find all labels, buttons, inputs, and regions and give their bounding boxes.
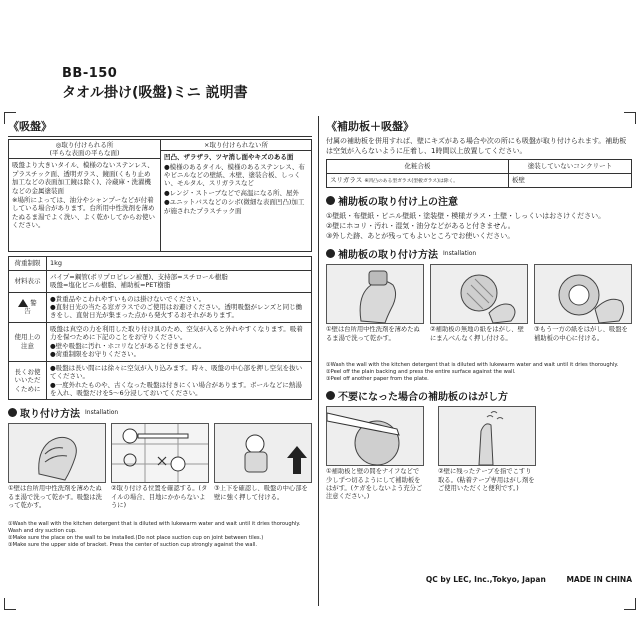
spec-label: 長くお使いいただくために [9,361,47,400]
removal-caption: ①補助板と壁の間をナイフなどで少しずつ切るようにして補助板をはがす。(ケガをしないよう充分ご注意ください。) [326,468,423,500]
plate-install-title: 補助板の取り付け方法 [338,250,438,262]
install-step-caption: ①壁は台所用中性洗剤を薄めたぬるま湯で洗って乾かす。吸盤は洗って乾かす。 [8,485,102,509]
table-header-cell: 化粧合板 [327,160,509,173]
removal-step-1 [326,406,424,506]
install-step-caption: ③上下を確認し、吸盤の中心部を壁に強く押して付ける。 [214,485,308,501]
english-note: ②Peel off the plain backing and press the entire surface against the wall. [326,369,516,376]
table-cell: スリガラス ※凹凸のある型ガラス(型板ガラス)は除く。 [327,173,509,187]
assist-plate-section-title: 《補助板＋吸盤》 [326,120,414,133]
plate-install-title-en: Installation [443,250,477,258]
table-row [9,361,312,400]
install-step-caption: ②取り付ける位置を確認する。(タイルの場合、目地にかからないように) [111,485,208,509]
unsuitable-text: ●レンジ・ストーブなどで高温になる所、屋外 [164,188,300,197]
wash-wall-illustration [326,264,424,324]
warning-icon [18,299,28,307]
frame-corner [4,598,16,610]
plate-install-heading [326,246,632,261]
spec-value: パイプ=鋼管(ポリプロピレン被覆)、支持部=スチロール樹脂 吸盤=塩化ビニル樹脂、補助板=PET樹脂 [47,270,312,292]
section-rule [8,136,312,137]
spec-value: 吸盤は真空の力を利用した取り付け具のため、空気が入ると外れやすくなります。吸着力を保つために下記のことをお守りください。 ●壁や吸盤に汚れ・ホコリなどがあると付きません。 ●荷重制限をお守りください。 [47,322,312,361]
spec-value: 1kg [47,257,312,270]
install-step-3 [214,423,312,519]
assist-plate-intro: 付属の補助板を併用すれば、壁にキズがある場合や次の所にも吸盤が取り付けられます。補助板は空気が入らないように圧着し、1時間以上放置してください。 [326,137,627,156]
press-plate-illustration [430,264,528,324]
install-heading [8,405,312,420]
knife-peel-illustration [326,406,424,466]
install-title: 取り付け方法 [20,409,80,421]
install-step-1 [8,423,106,519]
spec-value: ●貴重品やこわれやすいものは掛けないでください。 ●直射日光の当たる窓ガラスでのご使用はお避けください。透明吸盤がレンズと同じ働きをし、直射日光が集まった点から発火するおそれがあります。 [47,292,312,322]
install-steps [8,423,312,519]
suitability-table [8,139,312,252]
table-row [9,270,312,292]
english-note: ①Wash the wall with the kitchen detergent that is diluted with lukewarm water and wait until it dries thoroughly. Wash and dry suction cup. [8,521,301,535]
caution-title: 補助板の取り付け上の注意 [338,196,458,208]
plate-install-step-2 [430,264,528,360]
english-note: ③Peel off another paper from the plate. [326,376,429,383]
caution-heading [326,193,632,208]
instruction-sheet [4,50,636,610]
caution-list [326,211,632,241]
company-name: QC by LEC, Inc.,Tokyo, Japan [425,575,546,584]
table-row [327,173,632,187]
bullet-icon [326,249,335,258]
plate-surface-table [326,159,632,188]
spec-label: 使用上の注意 [9,322,47,361]
table-row [327,160,632,173]
table-row [9,322,312,361]
caution-item: ①壁紙・布壁紙・ビニル壁紙・塗装壁・模様ガラス・土壁・しっくいはおさけください。 [326,211,606,220]
plate-install-step-1 [326,264,424,360]
spec-label: 荷重制限 [9,257,47,270]
plate-install-caption: ①壁は台所用中性洗剤を薄めたぬるま湯で洗って乾かす。 [326,326,420,342]
spec-table [8,256,312,400]
unsuitable-text: ●ユニットバスなどのシボ(微細な表面凹凸)加工が施されたプラスチック面 [164,198,305,215]
table-row [9,257,312,270]
assist-plate-column [326,118,632,506]
press-suction-cup-illustration [214,423,312,483]
table-cell: 板壁 [508,173,631,187]
footer [408,575,632,584]
unsuitable-body [161,151,311,243]
suitable-note: ※場所によっては、油分やシャンプーなどが付着している場合があります。台所用中性洗剤を薄めたぬるま湯でよく洗い、よく乾かしてからお使いください。 [12,196,155,230]
plate-install-caption: ②補助板の無地の紙をはがし、壁にまんべんなく押し付ける。 [430,326,524,342]
removal-step-2 [438,406,536,506]
plate-install-step-3 [534,264,632,360]
unsuitable-header: ×取り付けられない所 [161,140,311,151]
table-note: ※凹凸のある型ガラス(型板ガラス)は除く。 [364,178,459,184]
suction-cup-column [8,118,312,549]
rub-tape-illustration [438,406,536,466]
suitable-column [9,140,160,251]
unsuitable-text: ●模様のあるタイル、模様のあるステンレス、布やビニルなどの壁紙、木壁、塗装合板、しっくい、モルタル、スリガラスなど [164,162,305,188]
frame-corner [624,598,636,610]
english-note: ①Wash the wall with the kitchen detergent that is diluted with lukewarm water and wait until it dries thoroughly. [326,362,619,369]
model-number: BB-150 [62,66,118,81]
english-note: ②Make sure the place on the wall to be installed.(Do not place suction cup on joint between tiles.) [8,535,264,542]
page-title: タオル掛け(吸盤)ミニ 説明書 [62,85,248,101]
removal-heading [326,388,632,403]
caution-item: ②壁にホコリ・汚れ・湿気・油分などがあると付きません。 [326,222,515,231]
removal-caption: ②壁に残ったテープを指でこすり取る。(粘着テープ専用はがし剤をご使用いただくと便利です。) [438,468,535,492]
suitable-header: ◎取り付けられる所 (平らな表面の平らな面) [9,140,160,159]
hand-washing-wall-illustration [8,423,106,483]
spec-value: ●吸盤は長い間には徐々に空気が入り込みます。時々、吸盤の中心部を押し空気を抜いてください。 ●一度外れたものや、古くなった吸盤は付きにくい場合があります。ボールなどに熱湯を入れ、吸盤だけを5〜6分浸しておいてください。 [47,361,312,400]
bullet-icon [326,391,335,400]
unsuitable-text: 凹凸、ザラザラ、ツヤ消し面やキズのある面 [164,153,294,162]
bullet-icon [326,196,335,205]
spec-label: 材料表示 [9,270,47,292]
tile-placement-illustration [111,423,209,483]
plate-english-notes [326,362,632,383]
suitable-text: 吸盤より大きいタイル、模様のないステンレス、プラスチック面、透明ガラス、鏡面(くもり止め加工などの表面加工鏡は除く)、冷蔵庫・洗濯機などの金属塗装面 [12,161,154,195]
plate-install-steps [326,264,632,360]
suction-cup-section-title: 《吸盤》 [8,120,52,133]
caution-item: ③外した跡、あとが残ってもよいところでお使いください。 [326,232,515,241]
unsuitable-column [160,140,311,251]
attach-cup-illustration [534,264,632,324]
table-row [9,292,312,322]
plate-install-caption: ③もう一方の紙をはがし、吸盤を補助板の中心に付ける。 [534,326,628,342]
table-header-cell: 塗装していないコンクリート [508,160,631,173]
bullet-icon [8,408,17,417]
install-title-en: Installation [85,409,119,417]
column-divider [318,116,319,606]
english-note: ③Make sure the upper side of bracket. Press the center of suction cup strongly against the wall. [8,542,258,549]
origin-label: MADE IN CHINA [566,575,632,584]
install-english-notes [8,521,312,549]
install-step-2 [111,423,209,519]
warning-label: 警 告 [9,292,47,322]
suitable-body [9,159,160,251]
removal-title: 不要になった場合の補助板のはがし方 [338,392,508,404]
removal-steps [326,406,632,506]
